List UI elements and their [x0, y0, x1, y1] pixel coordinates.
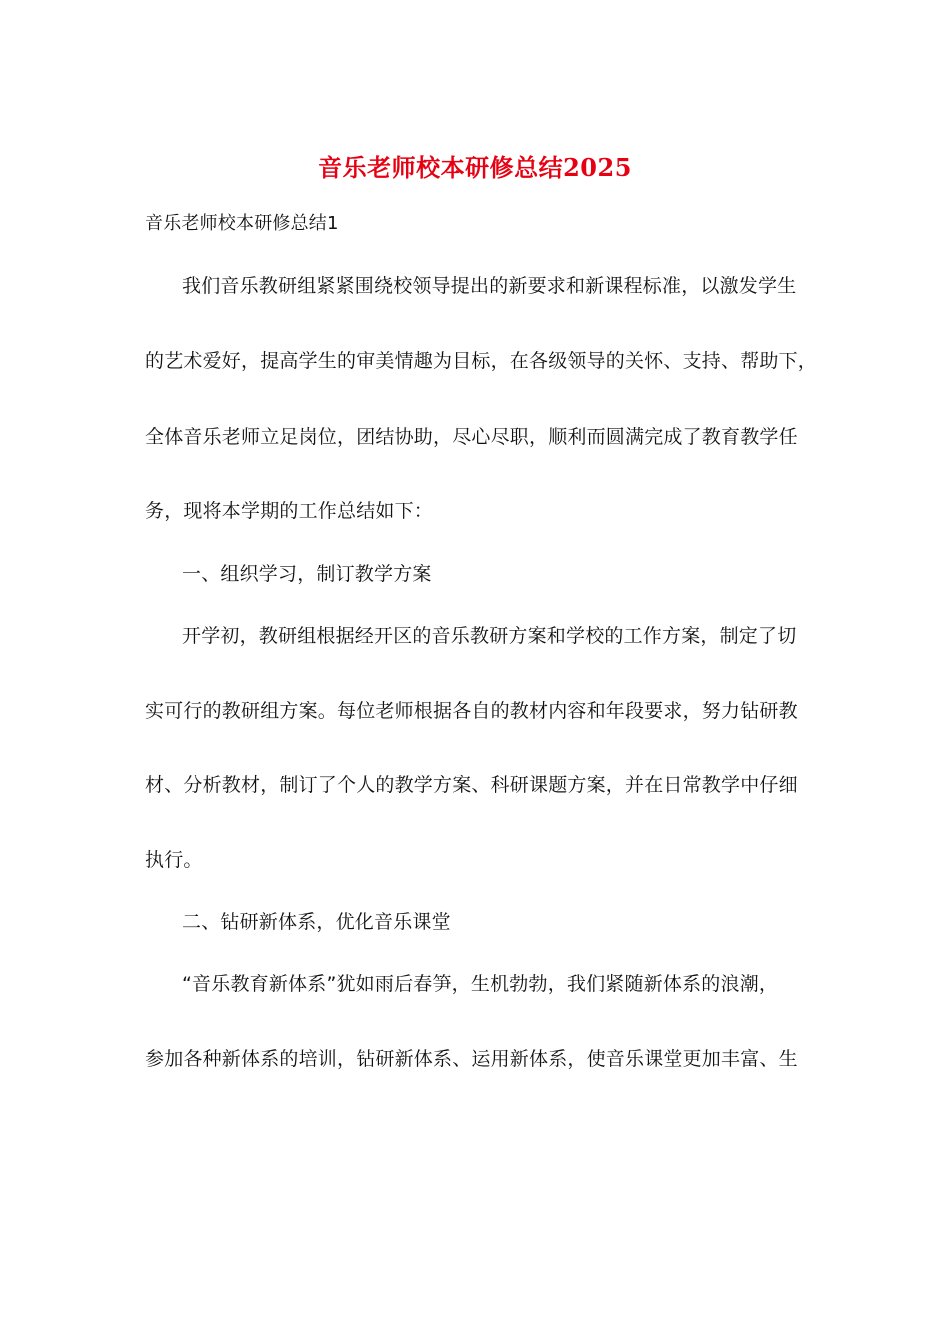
- paragraph-line: 务，现将本学期的工作总结如下：: [145, 500, 434, 522]
- paragraph-line: 开学初，教研组根据经开区的音乐教研方案和学校的工作方案，制定了切: [182, 625, 797, 647]
- paragraph-line: “音乐教育新体系”犹如雨后春笋，生机勃勃，我们紧随新体系的浪潮，: [182, 973, 779, 995]
- paragraph-line: 实可行的教研组方案。每位老师根据各自的教材内容和年段要求，努力钻研教: [145, 700, 798, 722]
- section-heading: 一、组织学习，制订教学方案: [182, 563, 432, 585]
- paragraph-line: 我们音乐教研组紧紧围绕校领导提出的新要求和新课程标准，以激发学生: [182, 275, 797, 297]
- section-heading: 二、钻研新体系，优化音乐课堂: [182, 911, 451, 933]
- paragraph-line: 的艺术爱好，提高学生的审美情趣为目标，在各级领导的关怀、支持、帮助下，: [145, 350, 818, 372]
- document-subtitle: 音乐老师校本研修总结1: [145, 213, 339, 234]
- paragraph-line: 全体音乐老师立足岗位，团结协助，尽心尽职，顺利而圆满完成了教育教学任: [145, 426, 798, 448]
- paragraph-line: 材、分析教材，制订了个人的教学方案、科研课题方案，并在日常教学中仔细: [145, 774, 798, 796]
- paragraph-line: 参加各种新体系的培训，钻研新体系、运用新体系，使音乐课堂更加丰富、生: [145, 1048, 798, 1070]
- paragraph-line: 执行。: [145, 849, 203, 871]
- document-title: 音乐老师校本研修总结2025: [318, 153, 632, 182]
